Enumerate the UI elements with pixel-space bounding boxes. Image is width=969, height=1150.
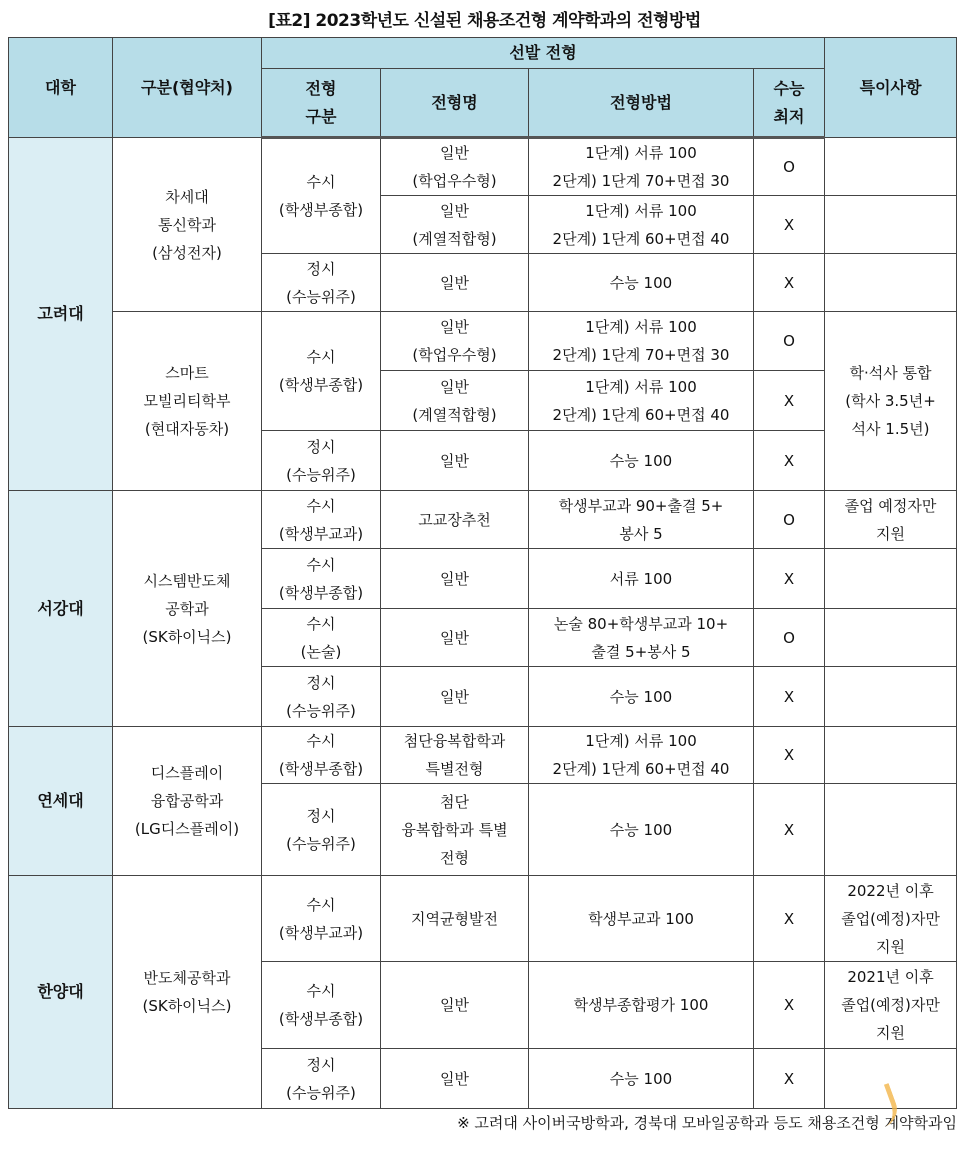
track-name-cell: 일반: [381, 667, 529, 727]
csat-min-cell: X: [754, 876, 825, 962]
notes-cell: 2021년 이후 졸업(예정)자만 지원: [825, 962, 957, 1049]
notes-cell: 졸업 예정자만 지원: [825, 491, 957, 549]
method-cell: 수능 100: [529, 784, 754, 876]
notes-cell: [825, 549, 957, 609]
table-row: [9, 876, 957, 962]
dept-cell: 시스템반도체 공학과 (SK하이닉스): [113, 491, 262, 727]
footnote: ※ 고려대 사이버국방학과, 경북대 모바일공학과 등도 채용조건형 계약학과임: [457, 1114, 957, 1132]
track-type-cell: 수시 (학생부교과): [262, 876, 381, 962]
track-type-cell: 정시 (수능위주): [262, 1049, 381, 1109]
track-name-cell: 일반: [381, 431, 529, 491]
track-type-cell: 수시 (논술): [262, 609, 381, 667]
track-name-cell: 일반: [381, 962, 529, 1049]
notes-cell: [825, 609, 957, 667]
method-cell: 1단계) 서류 100 2단계) 1단계 60+면접 40: [529, 196, 754, 254]
dept-cell: 반도체공학과 (SK하이닉스): [113, 876, 262, 1109]
univ-cell: 연세대: [9, 727, 113, 876]
csat-min-cell: X: [754, 254, 825, 312]
csat-min-cell: X: [754, 962, 825, 1049]
track-name-cell: 첨단 융복합학과 특별 전형: [381, 784, 529, 876]
notes-cell: [825, 138, 957, 196]
notes-cell: 학·석사 통합 (학사 3.5년+ 석사 1.5년): [825, 312, 957, 491]
track-name-cell: 일반: [381, 549, 529, 609]
track-type-cell: 수시 (학생부종합): [262, 312, 381, 431]
track-type-cell: 수시 (학생부종합): [262, 138, 381, 254]
dept-cell: 디스플레이 융합공학과 (LG디스플레이): [113, 727, 262, 876]
track-name-cell: 첨단융복합학과 특별전형: [381, 727, 529, 784]
track-type-cell: 수시 (학생부종합): [262, 727, 381, 784]
method-cell: 1단계) 서류 100 2단계) 1단계 70+면접 30: [529, 138, 754, 196]
dept-cell: 스마트 모빌리티학부 (현대자동차): [113, 312, 262, 491]
univ-cell: 고려대: [9, 138, 113, 491]
csat-min-cell: O: [754, 138, 825, 196]
header-track-name: 전형명: [381, 69, 529, 138]
csat-min-cell: O: [754, 491, 825, 549]
track-name-cell: 일반: [381, 254, 529, 312]
csat-min-cell: X: [754, 431, 825, 491]
notes-cell: [825, 727, 957, 784]
method-cell: 논술 80+학생부교과 10+ 출결 5+봉사 5: [529, 609, 754, 667]
notes-cell: 2022년 이후 졸업(예정)자만 지원: [825, 876, 957, 962]
track-type-cell: 정시 (수능위주): [262, 784, 381, 876]
method-cell: 학생부종합평가 100: [529, 962, 754, 1049]
method-cell: 수능 100: [529, 431, 754, 491]
method-cell: 1단계) 서류 100 2단계) 1단계 60+면접 40: [529, 371, 754, 431]
track-name-cell: 지역균형발전: [381, 876, 529, 962]
header-method: 전형방법: [529, 69, 754, 138]
univ-cell: 서강대: [9, 491, 113, 727]
notes-cell: [825, 254, 957, 312]
admission-table: [8, 37, 957, 1109]
track-name-cell: 고교장추천: [381, 491, 529, 549]
method-cell: 수능 100: [529, 1049, 754, 1109]
header-track-type: 전형 구분: [262, 69, 381, 138]
track-type-cell: 정시 (수능위주): [262, 667, 381, 727]
track-name-cell: 일반: [381, 1049, 529, 1109]
method-cell: 학생부교과 90+출결 5+ 봉사 5: [529, 491, 754, 549]
header-notes: 특이사항: [825, 38, 957, 138]
header-csat-min: 수능 최저: [754, 69, 825, 138]
track-name-cell: 일반 (학업우수형): [381, 312, 529, 371]
univ-cell: 한양대: [9, 876, 113, 1109]
track-type-cell: 수시 (학생부교과): [262, 491, 381, 549]
method-cell: 1단계) 서류 100 2단계) 1단계 70+면접 30: [529, 312, 754, 371]
track-type-cell: 수시 (학생부종합): [262, 549, 381, 609]
csat-min-cell: O: [754, 609, 825, 667]
dept-cell: 차세대 통신학과 (삼성전자): [113, 138, 262, 312]
method-cell: 서류 100: [529, 549, 754, 609]
track-name-cell: 일반 (계열적합형): [381, 371, 529, 431]
notes-cell: [825, 667, 957, 727]
method-cell: 학생부교과 100: [529, 876, 754, 962]
table-title: [표2] 2023학년도 신설된 채용조건형 계약학과의 전형방법: [268, 11, 701, 31]
csat-min-cell: X: [754, 667, 825, 727]
method-cell: 수능 100: [529, 254, 754, 312]
csat-min-cell: X: [754, 1049, 825, 1109]
csat-min-cell: X: [754, 371, 825, 431]
method-cell: 수능 100: [529, 667, 754, 727]
method-cell: 1단계) 서류 100 2단계) 1단계 60+면접 40: [529, 727, 754, 784]
table-row: [9, 312, 957, 371]
track-type-cell: 수시 (학생부종합): [262, 962, 381, 1049]
csat-min-cell: X: [754, 549, 825, 609]
track-name-cell: 일반 (학업우수형): [381, 138, 529, 196]
table-row: [9, 491, 957, 549]
csat-min-cell: X: [754, 196, 825, 254]
header-selection: 선발 전형: [262, 38, 825, 69]
table-row: [9, 727, 957, 784]
header-dept: 구분(협약처): [113, 38, 262, 138]
track-type-cell: 정시 (수능위주): [262, 431, 381, 491]
notes-cell: [825, 784, 957, 876]
track-name-cell: 일반: [381, 609, 529, 667]
csat-min-cell: X: [754, 727, 825, 784]
track-name-cell: 일반 (계열적합형): [381, 196, 529, 254]
csat-min-cell: X: [754, 784, 825, 876]
track-type-cell: 정시 (수능위주): [262, 254, 381, 312]
notes-cell: [825, 196, 957, 254]
csat-min-cell: O: [754, 312, 825, 371]
table-row: [9, 138, 957, 196]
header-univ: 대학: [9, 38, 113, 138]
